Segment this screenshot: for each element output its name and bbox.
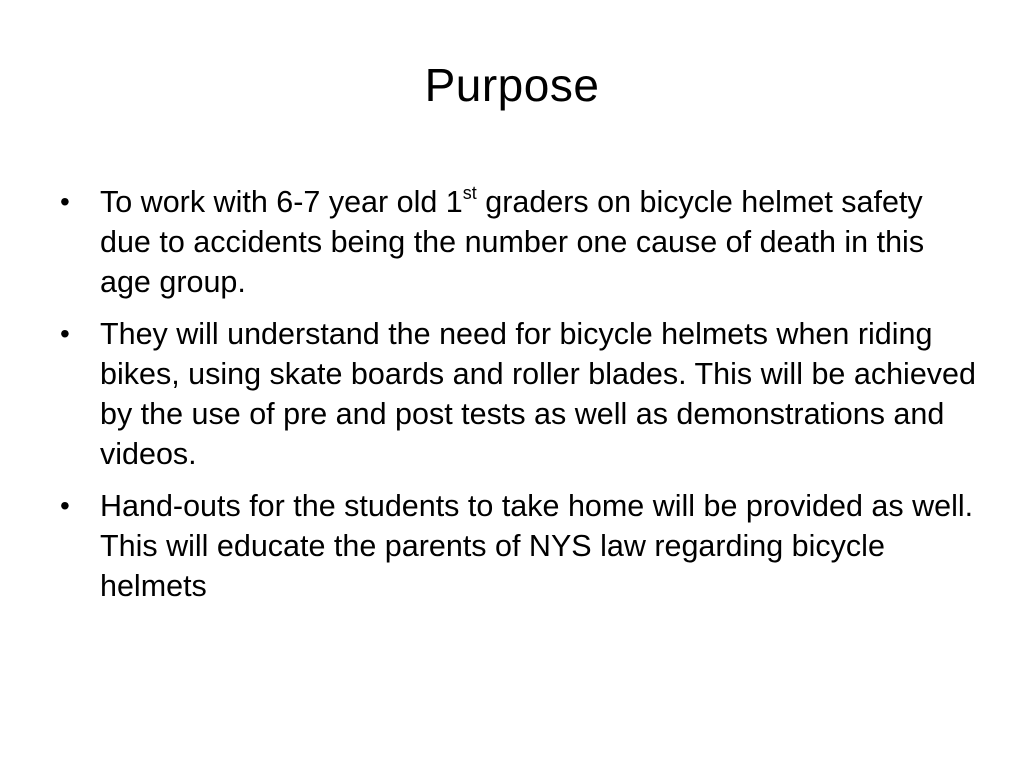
bullet-marker: • bbox=[60, 186, 70, 217]
bullet-marker: • bbox=[60, 318, 70, 349]
ordinal-suffix: st bbox=[462, 182, 477, 203]
bullet-text: Hand-outs for the students to take home will be provided as well. This will educate the parents of NYS law regarding bicycle helmets bbox=[100, 489, 974, 603]
slide-title: Purpose bbox=[424, 59, 600, 111]
bullet-item bbox=[56, 486, 976, 606]
bullet-item bbox=[56, 182, 976, 302]
bullet-text: They will understand the need for bicycle helmets when riding bikes, using skate boards and roller blades. This will be achieved by the use of pre and post tests as well as demonstrations and videos. bbox=[100, 317, 976, 471]
bullet-text-part: graders on bicycle helmet safety due to accidents being the number one cause of death in this age group. bbox=[100, 185, 925, 299]
bullet-marker: • bbox=[60, 490, 70, 521]
bullet-text-part: To work with 6-7 year old 1 bbox=[100, 185, 463, 219]
bullet-list bbox=[56, 182, 976, 618]
bullet-item bbox=[56, 314, 976, 474]
bullet-text bbox=[100, 182, 925, 299]
